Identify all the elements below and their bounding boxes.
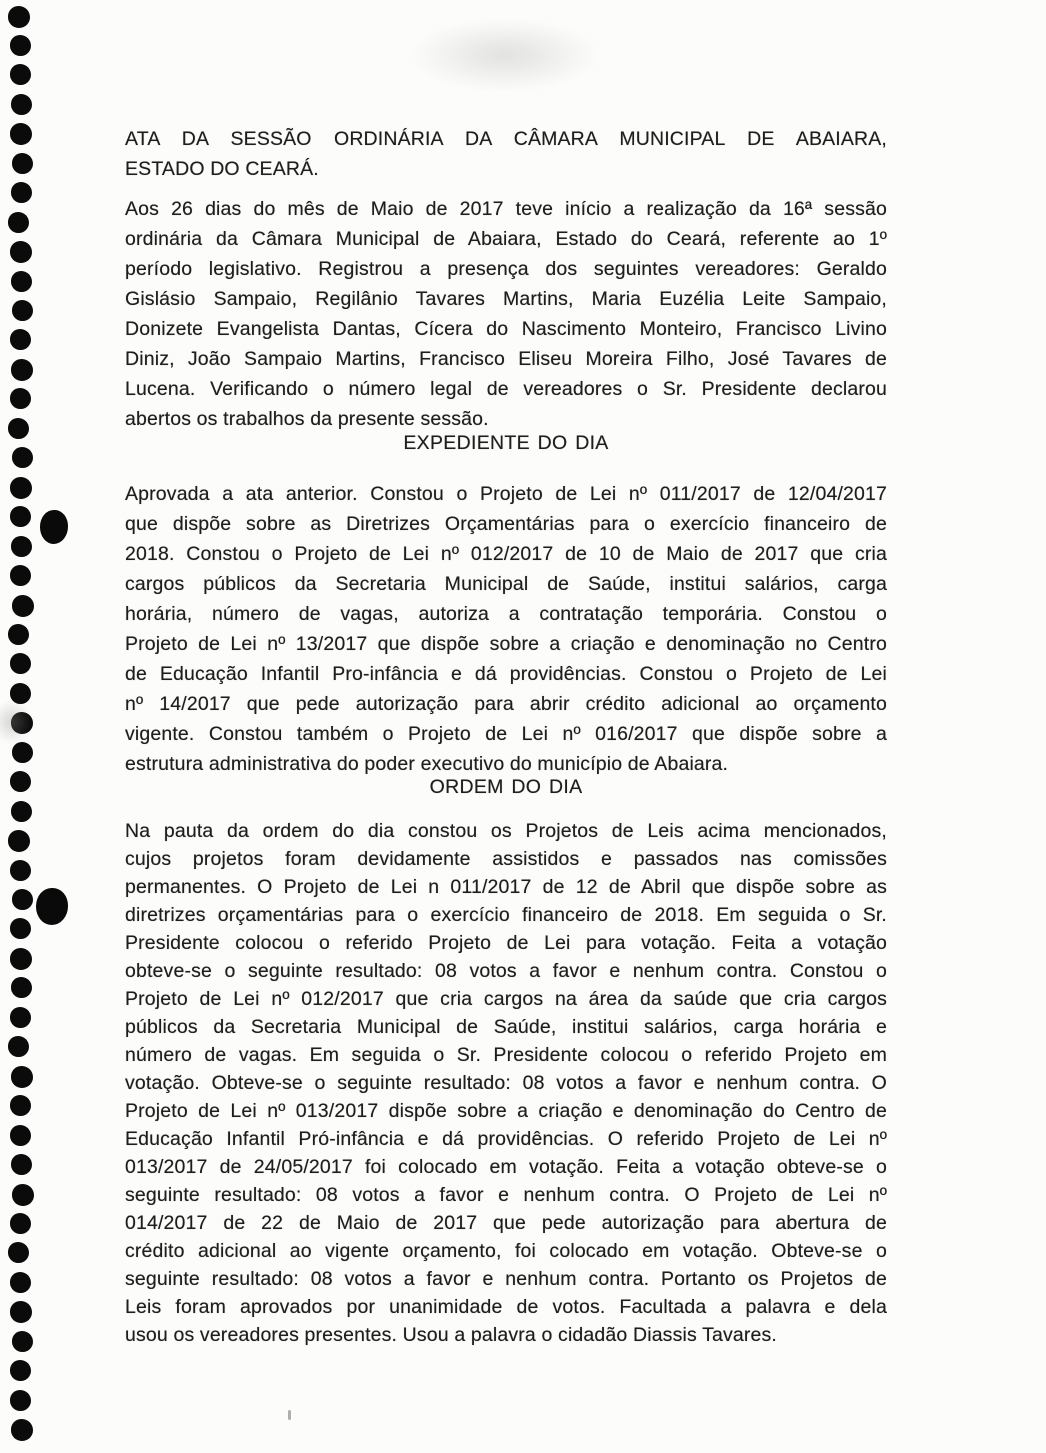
binding-hole — [10, 123, 32, 145]
binding-hole — [10, 683, 31, 704]
scan-smudge-top — [415, 20, 595, 90]
binding-hole — [10, 565, 31, 586]
binding-hole — [12, 1184, 34, 1206]
text-line: vigente. Constou também o Projeto de Lei nº 016/2017 que dispõe sobre a — [125, 723, 887, 745]
text-line: Donizete Evangelista Dantas, Cícera do Nascimento Monteiro, Francisco Livino — [125, 318, 887, 340]
binding-hole — [10, 1007, 31, 1028]
text-line: Leis foram aprovados por unanimidade de votos. Facultada a palavra e dela — [125, 1296, 887, 1318]
binding-holes-column — [0, 0, 80, 1453]
text-line: que dispõe sobre as Diretrizes Orçamentárias para o exercício financeiro de — [125, 513, 887, 535]
paragraph-session-opening — [125, 194, 887, 434]
binding-hole — [10, 388, 31, 409]
binding-hole — [10, 329, 31, 350]
text-line: período legislativo. Registrou a presença dos seguintes vereadores: Geraldo — [125, 258, 887, 280]
binding-hole — [10, 918, 31, 939]
text-line: Presidente colocou o referido Projeto de Lei para votação. Feita a votação — [125, 932, 887, 954]
binding-hole — [12, 447, 33, 468]
binding-hole — [12, 300, 33, 321]
binding-hole — [11, 1066, 33, 1088]
text-line: cargos públicos da Secretaria Municipal de Saúde, institui salários, carga — [125, 573, 887, 595]
text-line: votação. Obteve-se o seguinte resultado: 08 votos a favor e nenhum contra. O — [125, 1072, 887, 1094]
ink-blot-top — [40, 510, 68, 544]
text-line: estrutura administrativa do poder executivo do município de Abaiara. — [125, 753, 729, 775]
text-line: 2018. Constou o Projeto de Lei nº 012/2017 de 10 de Maio de 2017 que cria — [125, 543, 887, 565]
text-line: Aos 26 dias do mês de Maio de 2017 teve início a realização da 16ª sessão — [125, 198, 887, 220]
text-line: ESTADO DO CEARÁ. — [125, 158, 319, 180]
text-line: crédito adicional ao vigente orçamento, foi colocado em votação. Obteve-se o — [125, 1240, 887, 1262]
binding-hole — [10, 241, 32, 263]
text-line: 013/2017 de 24/05/2017 foi colocado em votação. Feita a votação obteve-se o — [125, 1156, 887, 1178]
binding-hole — [10, 771, 31, 792]
binding-hole — [12, 153, 33, 174]
text-line: número de vagas. Em seguida o Sr. Presidente colocou o referido Projeto em — [125, 1044, 887, 1066]
binding-hole — [10, 948, 32, 970]
binding-hole — [10, 64, 31, 85]
binding-hole — [12, 1331, 33, 1352]
binding-hole — [11, 1154, 32, 1175]
text-line: Gislásio Sampaio, Regilânio Tavares Martins, Maria Euzélia Leite Sampaio, — [125, 288, 887, 310]
binding-hole — [11, 977, 32, 998]
binding-hole — [10, 1213, 31, 1234]
binding-hole — [10, 1272, 31, 1293]
text-line: Projeto de Lei nº 013/2017 dispõe sobre a criação e denominação do Centro de — [125, 1100, 887, 1122]
binding-hole — [8, 624, 29, 645]
text-line: permanentes. O Projeto de Lei n 011/2017 de 12 de Abril que dispõe sobre as — [125, 876, 887, 898]
binding-hole — [8, 6, 30, 28]
paragraph-expediente — [125, 479, 887, 779]
binding-hole — [11, 536, 32, 557]
binding-hole — [11, 94, 32, 115]
binding-hole — [12, 742, 33, 763]
heading-ordem-do-dia: ORDEM DO DIA — [429, 776, 583, 798]
binding-hole — [11, 271, 32, 292]
text-line: seguinte resultado: 08 votos a favor e nenhum contra. Portanto os Projetos de — [125, 1268, 887, 1290]
text-line: de Educação Infantil Pro-infância e dá providências. Constou o Projeto de Lei — [125, 663, 887, 685]
binding-hole — [11, 712, 33, 734]
binding-hole — [8, 1242, 29, 1263]
binding-hole — [11, 182, 32, 203]
text-line: nº 14/2017 que pede autorização para abrir crédito adicional ao orçamento — [125, 693, 887, 715]
binding-hole — [10, 35, 31, 56]
binding-hole — [10, 506, 31, 527]
binding-hole — [10, 1095, 31, 1116]
binding-hole — [10, 1125, 31, 1146]
text-line: usou os vereadores presentes. Usou a palavra o cidadão Diassis Tavares. — [125, 1324, 777, 1346]
binding-hole — [10, 1360, 31, 1381]
binding-hole — [10, 477, 32, 499]
ink-blot-bottom — [36, 888, 68, 925]
binding-hole — [10, 1390, 31, 1411]
heading-expediente-do-dia: EXPEDIENTE DO DIA — [403, 432, 609, 454]
binding-hole — [12, 595, 34, 617]
text-line: diretrizes orçamentárias para o exercício financeiro de 2018. Em seguida o Sr. — [125, 904, 887, 926]
text-line: Na pauta da ordem do dia constou os Projetos de Leis acima mencionados, — [125, 820, 887, 842]
text-line: Aprovada a ata anterior. Constou o Projeto de Lei nº 011/2017 de 12/04/2017 — [125, 483, 887, 505]
binding-hole — [11, 359, 33, 381]
binding-hole — [8, 212, 29, 233]
binding-hole — [8, 1036, 29, 1057]
binding-hole — [10, 860, 31, 881]
paragraph-ordem-do-dia — [125, 817, 887, 1349]
text-line: horária, número de vagas, autoriza a contratação temporária. Constou o — [125, 603, 887, 625]
document-title — [125, 124, 887, 184]
text-line: públicos da Secretaria Municipal de Saúde, institui salários, carga horária e — [125, 1016, 887, 1038]
text-line: seguinte resultado: 08 votos a favor e nenhum contra. O Projeto de Lei nº — [125, 1184, 887, 1206]
text-line: ordinária da Câmara Municipal de Abaiara, Estado do Ceará, referente ao 1º — [125, 228, 887, 250]
text-line: 014/2017 de 22 de Maio de 2017 que pede autorização para abertura de — [125, 1212, 887, 1234]
text-line: Educação Infantil Pró-infância e dá providências. O referido Projeto de Lei nº — [125, 1128, 887, 1150]
binding-hole — [10, 653, 31, 674]
text-line: Lucena. Verificando o número legal de vereadores o Sr. Presidente declarou — [125, 378, 887, 400]
binding-hole — [11, 801, 32, 822]
binding-hole — [10, 1301, 32, 1323]
scan-speck — [288, 1410, 291, 1420]
binding-hole — [8, 418, 29, 439]
binding-hole — [11, 1419, 33, 1441]
text-line: obteve-se o seguinte resultado: 08 votos a favor e nenhum contra. Constou o — [125, 960, 887, 982]
text-line: Diniz, João Sampaio Martins, Francisco Eliseu Moreira Filho, José Tavares de — [125, 348, 887, 370]
binding-hole — [12, 889, 33, 910]
text-line: Projeto de Lei nº 012/2017 que cria cargos na área da saúde que cria cargos — [125, 988, 887, 1010]
text-line: cujos projetos foram devidamente assistidos e passados nas comissões — [125, 848, 887, 870]
binding-hole — [8, 830, 30, 852]
text-line: ATA DA SESSÃO ORDINÁRIA DA CÂMARA MUNICIPAL DE ABAIARA, — [125, 128, 887, 150]
text-line: Projeto de Lei nº 13/2017 que dispõe sobre a criação e denominação no Centro — [125, 633, 887, 655]
text-line: abertos os trabalhos da presente sessão. — [125, 408, 489, 430]
